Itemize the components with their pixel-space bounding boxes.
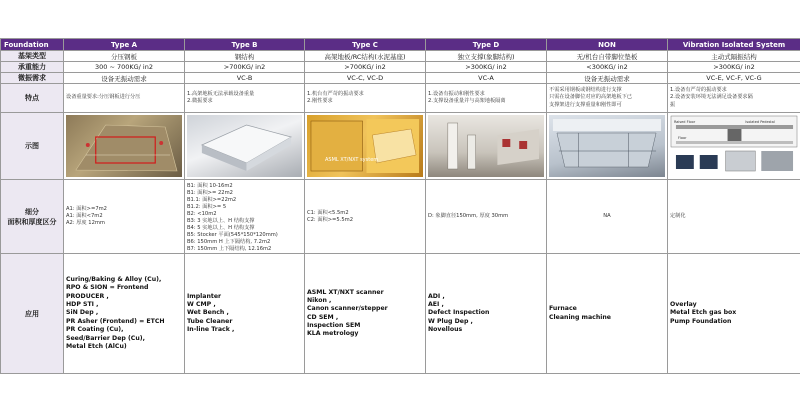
vis-label-isolated-pedestal: Isolated Pedestal [745,119,775,125]
subdivision-b-line: B4: 5 实地以上、H 结构支撑 [187,225,255,232]
cell-load-b: >700KG/ in2 [185,62,305,73]
subdivision-non-line: NA [603,213,611,220]
header-row [1,39,800,51]
cell-base-type-vis: 主动式隔振结构 [668,51,800,62]
cell-features-non [547,84,668,113]
subdivision-label-line2: 面积和厚度区分 [7,217,57,226]
subdivision-c-line: C1: 面积<5.5m2 [307,209,349,216]
type-c-photo-art [307,115,423,177]
subdivision-b-line: B1: 面积 10-16m2 [187,183,233,189]
application-a-line: HDP STI , [66,301,99,309]
header-non: NON [547,39,668,51]
features-c-line: 1.机台有严苛的振动要求 [307,90,364,97]
features-d-line: 1.设备有振动和刚性要求 [428,90,485,97]
row-application [1,254,800,374]
vis-label-raised-floor: Raised Floor [673,119,696,125]
features-vis-line: 2.设备安装环境无法满足设备要求隔 [670,94,753,101]
application-vis-line: Overlay [670,301,697,309]
cell-vib-c: VC-C, VC-D [305,73,426,84]
features-b-line: 2.微振要求 [187,98,213,104]
application-vis-line: Metal Etch gas box [670,309,737,317]
header-foundation: Foundation [1,39,64,51]
row-base-type [1,51,800,62]
cell-features-a [64,84,185,113]
application-vis-line: Pump Foundation [670,317,732,325]
cell-subdivision-d [426,180,547,254]
subdivision-d-line: D: 象脚直径150mm, 厚度 30mm [428,213,509,220]
row-label-vibration-req: 微振需求 [1,73,64,84]
application-c-line: CD SEM , [307,313,339,321]
cell-illustration-a [64,113,185,180]
non-photo [549,115,665,177]
cell-application-vis [668,254,800,374]
subdivision-b-line: B5: Stocker 平面(545*150*120mm) [187,232,278,239]
type-d-photo [428,115,544,177]
cell-illustration-c [305,113,426,180]
cell-subdivision-a [64,180,185,254]
vis-label-floor: Floor [677,135,687,141]
header-type-b: Type B [185,39,305,51]
cell-subdivision-vis [668,180,800,254]
cell-illustration-d [426,113,547,180]
features-non-line: 只需在设备脚位对应的高架地板下已 [549,94,633,101]
features-non-line: 不需采用钢板或钢结构进行支撑 [549,87,622,94]
subdivision-c-line: C2: 面积>=5.5m2 [307,216,353,223]
application-c-line: KLA metrology [307,330,359,338]
subdivision-b-line: B1.2: 面积>= 5 [187,204,227,211]
application-d-line: W Plug Dep , [428,317,473,325]
application-d-line: Defect Inspection [428,309,490,317]
cell-base-type-a: 分压钢板 [64,51,185,62]
non-photo-art [549,115,665,177]
cell-application-non [547,254,668,374]
header-vibration-isolated: Vibration Isolated System [668,39,800,51]
row-label-illustration: 示图 [1,113,64,180]
features-c-line: 2.刚性要求 [307,98,333,104]
subdivision-b-line: B2: <10m2 [187,211,217,218]
cell-base-type-b: 钢结构 [185,51,305,62]
application-c-line: ASML XT/NXT scanner [307,288,384,296]
application-a-line: RPO & SION = Frontend [66,284,149,292]
header-type-c: Type C [305,39,426,51]
cell-vib-a: 设备无振动需求 [64,73,185,84]
application-d-line: Novellous [428,326,463,334]
subdivision-a-line: A2: 厚度 12mm [66,220,105,227]
cell-vib-b: VC-B [185,73,305,84]
cell-application-c [305,254,426,374]
type-a-photo-art [66,115,182,177]
application-a-line: PR Asher (Frontend) = ETCH [66,317,165,325]
header-type-a: Type A [64,39,185,51]
cell-base-type-c: 高架地板/RC结构(水泥基座) [305,51,426,62]
type-c-photo-label: ASML XT/NXT system [325,157,379,163]
cell-vib-vis: VC-E, VC-F, VC-G [668,73,800,84]
cell-illustration-b [185,113,305,180]
cell-subdivision-non [547,180,668,254]
cell-vib-non: 设备无振动需求 [547,73,668,84]
type-b-photo [187,115,302,177]
subdivision-b-line: B7: 150mm 上下隔结构, 12.16m2 [187,246,272,253]
features-vis-line: 振 [670,101,676,108]
cell-load-a: 300 ~ 700KG/ in2 [64,62,185,73]
type-a-photo [66,115,182,177]
application-b-line: Tube Cleaner [187,317,233,325]
application-a-line: SiN Dep , [66,309,99,317]
cell-base-type-non: 无/机台自带脚位垫板 [547,51,668,62]
cell-load-vis: >300KG/ in2 [668,62,800,73]
subdivision-b-line: B1: 面积>= 22m2 [187,190,233,197]
features-non-line: 支撑架进行支撑重量和刚性即可 [549,101,622,108]
subdivision-b-line: B1.1: 面积>=22m2 [187,197,237,204]
cell-illustration-vis [668,113,800,180]
application-a-line: Curing/Baking & Alloy (Cu), [66,276,162,284]
foundation-comparison-table [0,38,800,374]
row-illustration [1,113,800,180]
cell-load-non: <300KG/ in2 [547,62,668,73]
application-d-line: ADI , [428,292,445,300]
cell-application-a [64,254,185,374]
subdivision-a-line: A1: 面积<7m2 [66,213,103,220]
row-vibration-req [1,73,800,84]
cell-features-b [185,84,305,113]
application-a-line: Seed/Barrier Dep (Cu), [66,334,145,342]
features-a-line: 设备重量要求:分压钢板进行分压 [66,94,141,101]
row-label-application: 应用 [1,254,64,374]
application-b-line: W CMP , [187,301,216,309]
application-b-line: Implanter [187,292,222,300]
cell-features-d [426,84,547,113]
cell-load-c: >700KG/ in2 [305,62,426,73]
cell-subdivision-b [185,180,305,254]
features-d-line: 2.支撑设备重量并与高架地板隔离 [428,98,506,104]
header-type-d: Type D [426,39,547,51]
application-c-line: Inspection SEM [307,322,361,330]
cell-application-b [185,254,305,374]
application-non-line: Cleaning machine [549,313,611,321]
subdivision-b-line: B6: 150mm H 上下隔结构, 7.2m2 [187,239,271,246]
application-b-line: Wet Bench , [187,309,229,317]
application-b-line: In-line Track , [187,326,235,334]
cell-vib-d: VC-A [426,73,547,84]
subdivision-b-line: B3: 3 实地以上、H 结构支撑 [187,218,255,225]
row-label-load-capacity: 承重能力 [1,62,64,73]
foundation-comparison-table-wrapper [0,38,800,374]
application-c-line: Canon scanner/stepper [307,305,388,313]
row-label-base-type: 基架类型 [1,51,64,62]
application-a-line: PR Coating (Cu), [66,326,124,334]
cell-base-type-d: 独立支撑(象脚结构) [426,51,547,62]
subdivision-vis-line: 定制化 [670,213,686,220]
cell-load-d: >300KG/ in2 [426,62,547,73]
subdivision-a-line: A1: 面积>=7m2 [66,206,107,213]
type-c-photo [307,115,423,177]
row-features [1,84,800,113]
features-vis-line: 1.设备有严苛的振动要求 [670,87,727,94]
cell-application-d [426,254,547,374]
type-b-photo-art [187,115,302,177]
cell-features-vis [668,84,800,113]
vis-diagram [670,115,798,177]
row-label-features: 特点 [1,84,64,113]
row-subdivision [1,180,800,254]
type-d-photo-art [428,115,544,177]
cell-subdivision-c [305,180,426,254]
cell-features-c [305,84,426,113]
application-non-line: Furnace [549,305,577,313]
row-label-subdivision [1,180,64,254]
application-a-line: PRODUCER , [66,292,109,300]
application-a-line: Metal Etch (AlCu) [66,342,127,350]
features-b-line: 1.高架地板无法承载设备重量 [187,90,255,97]
vis-diagram-art [670,115,798,177]
subdivision-label-line1: 细分 [25,207,39,216]
cell-illustration-non [547,113,668,180]
row-load-capacity [1,62,800,73]
application-c-line: Nikon , [307,296,332,304]
application-d-line: AEI , [428,301,444,309]
